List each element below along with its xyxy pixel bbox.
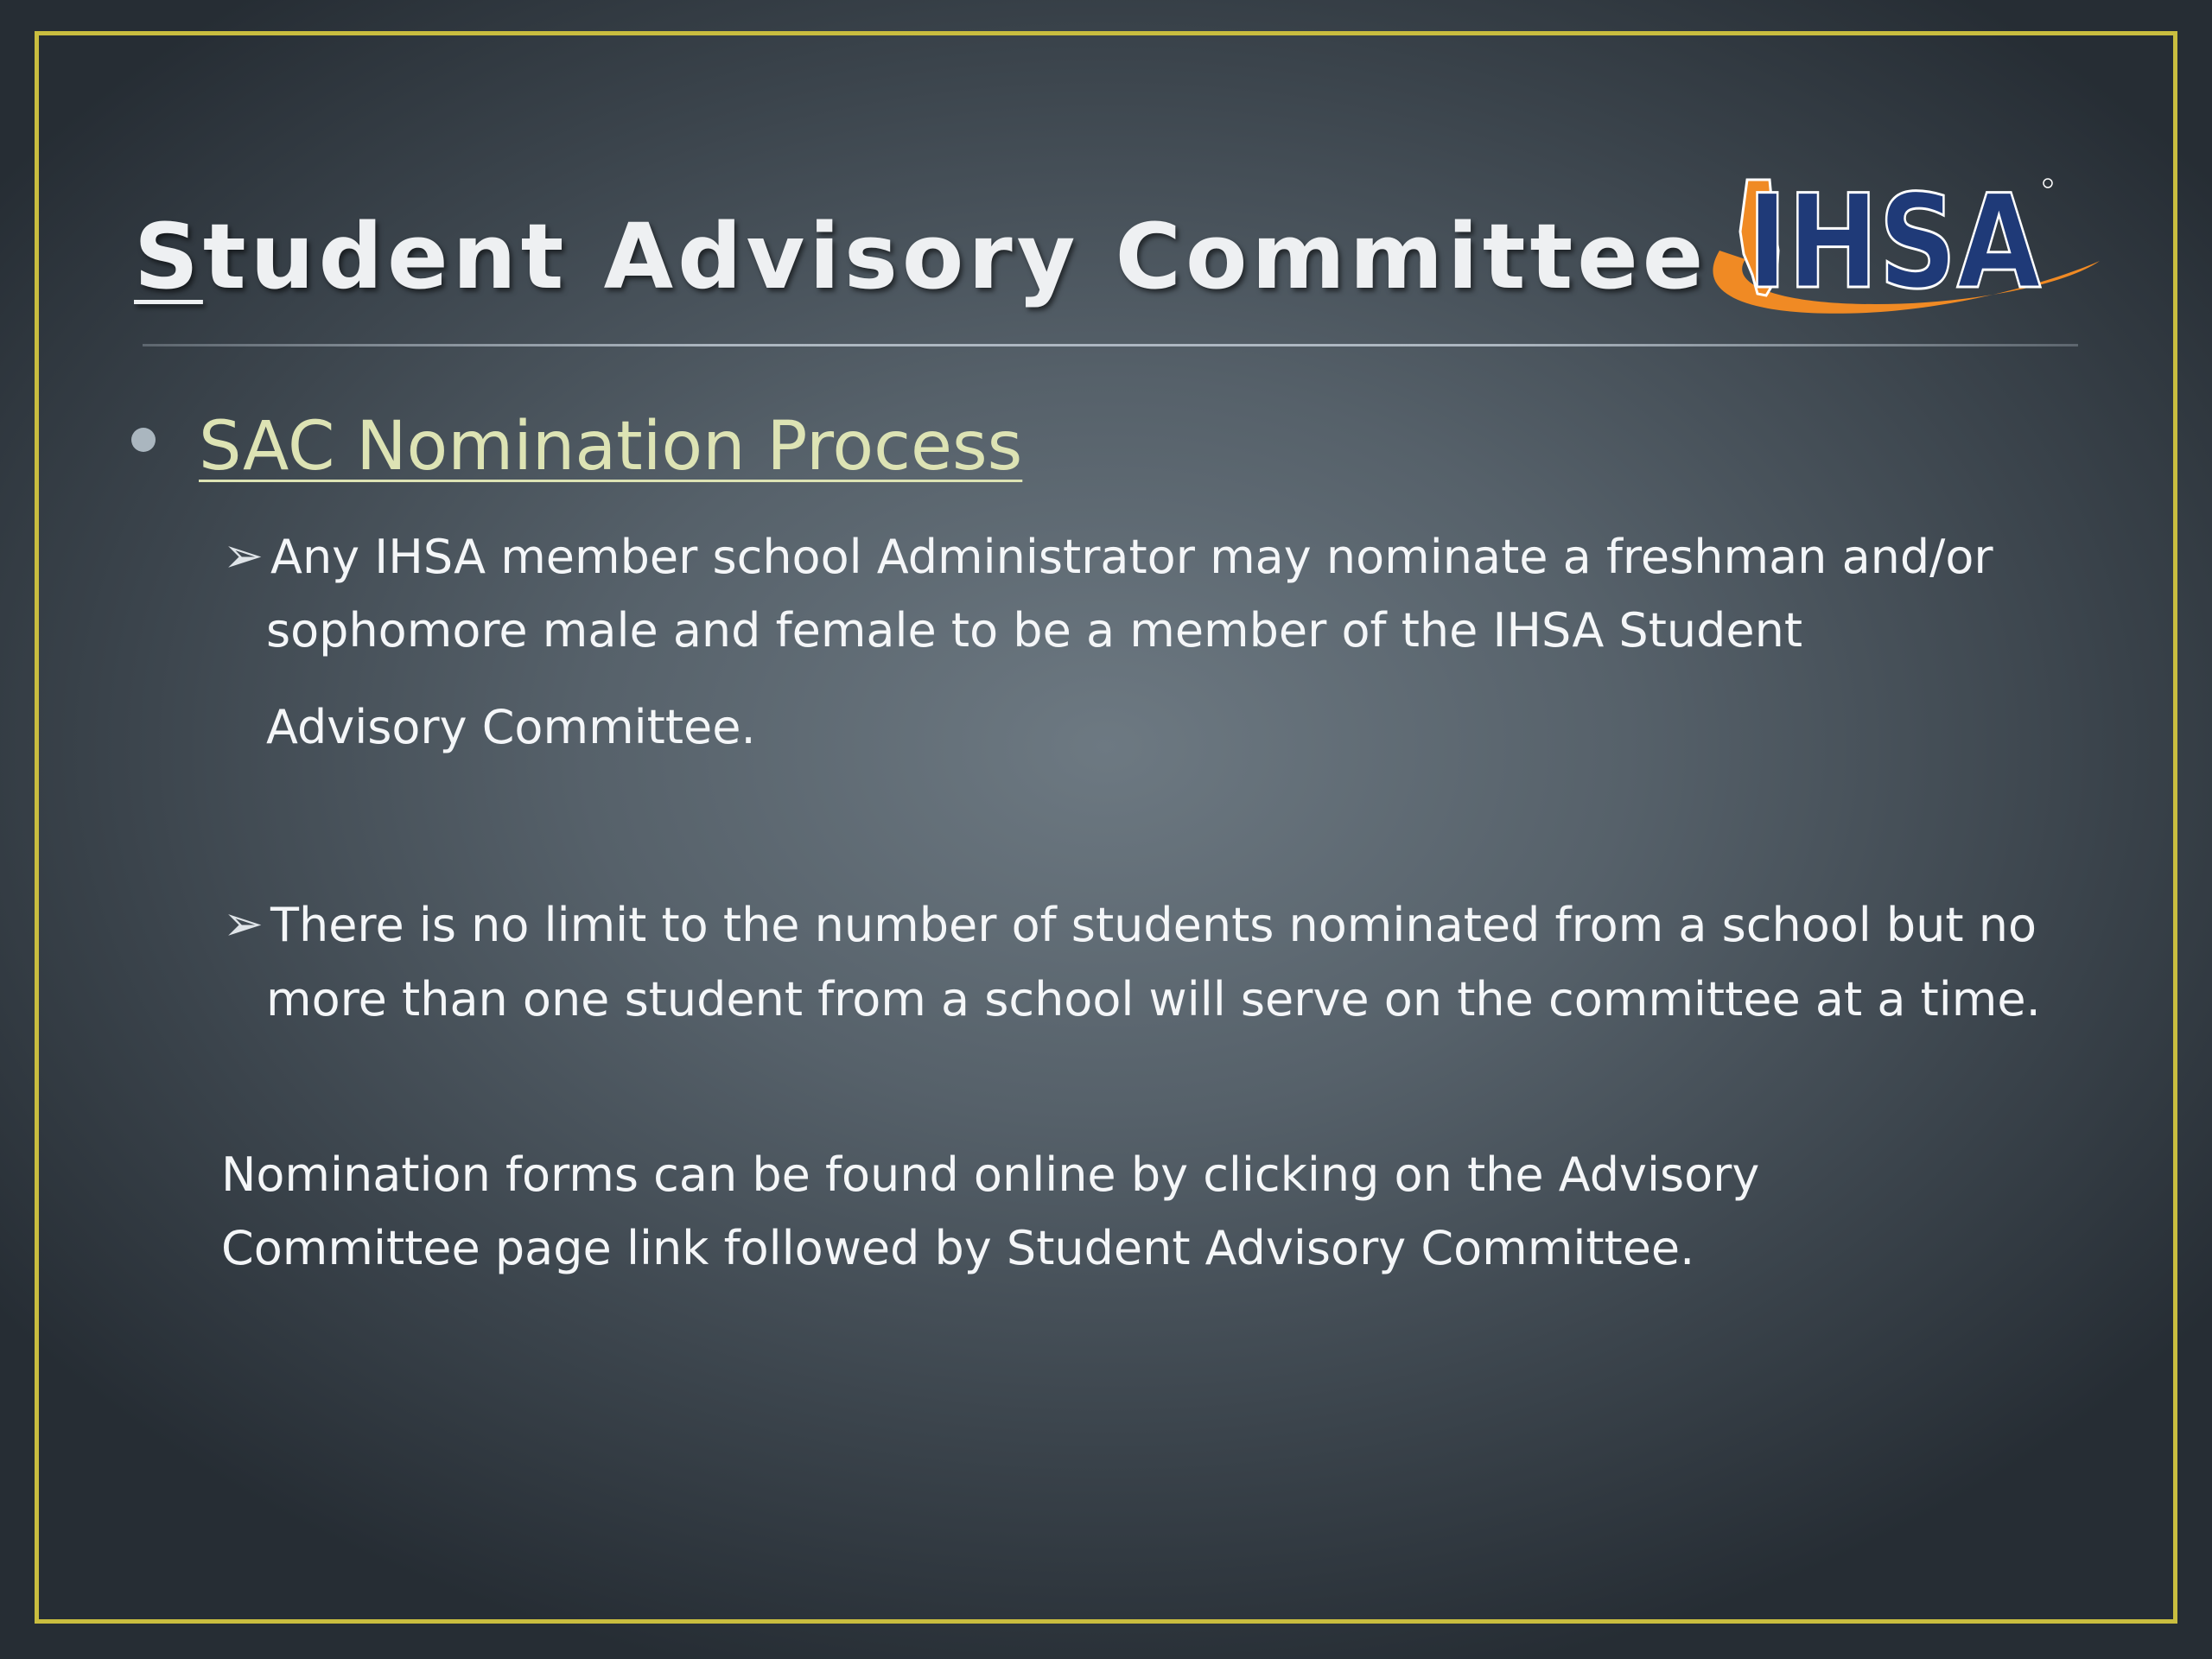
title-divider xyxy=(143,344,2078,346)
arrow-bullet-icon: ➢ xyxy=(223,528,264,584)
bullet-dot-icon xyxy=(131,428,156,452)
ihsa-logo-icon xyxy=(1694,164,2108,328)
logo-text: IHSA xyxy=(1747,168,2041,318)
bullet-1-line-1: Any IHSA member school Administrator may nominate a freshman and/or xyxy=(270,530,1993,584)
bullet-1-line-2: sophomore male and female to be a member of the IHSA Student xyxy=(266,603,1802,658)
slide-title xyxy=(134,204,1708,309)
bullet-2-line-1: There is no limit to the number of students nominated from a school but no xyxy=(270,898,2037,952)
ihsa-logo xyxy=(1694,164,2108,328)
note-line-1: Nomination forms can be found online by clicking on the Advisory xyxy=(221,1147,1760,1202)
note-line-2: Committee page link followed by Student Advisory Committee. xyxy=(221,1221,1695,1275)
title-rest: tudent Advisory Committee xyxy=(202,204,1708,309)
title-first-letter: S xyxy=(134,204,203,309)
bullet-2-line-2: more than one student from a school will serve on the committee at a time. xyxy=(266,972,2041,1027)
bullet-1-line-3: Advisory Committee. xyxy=(266,700,756,754)
section-heading-link[interactable]: SAC Nomination Process xyxy=(199,408,1023,486)
arrow-bullet-icon: ➢ xyxy=(223,896,264,952)
